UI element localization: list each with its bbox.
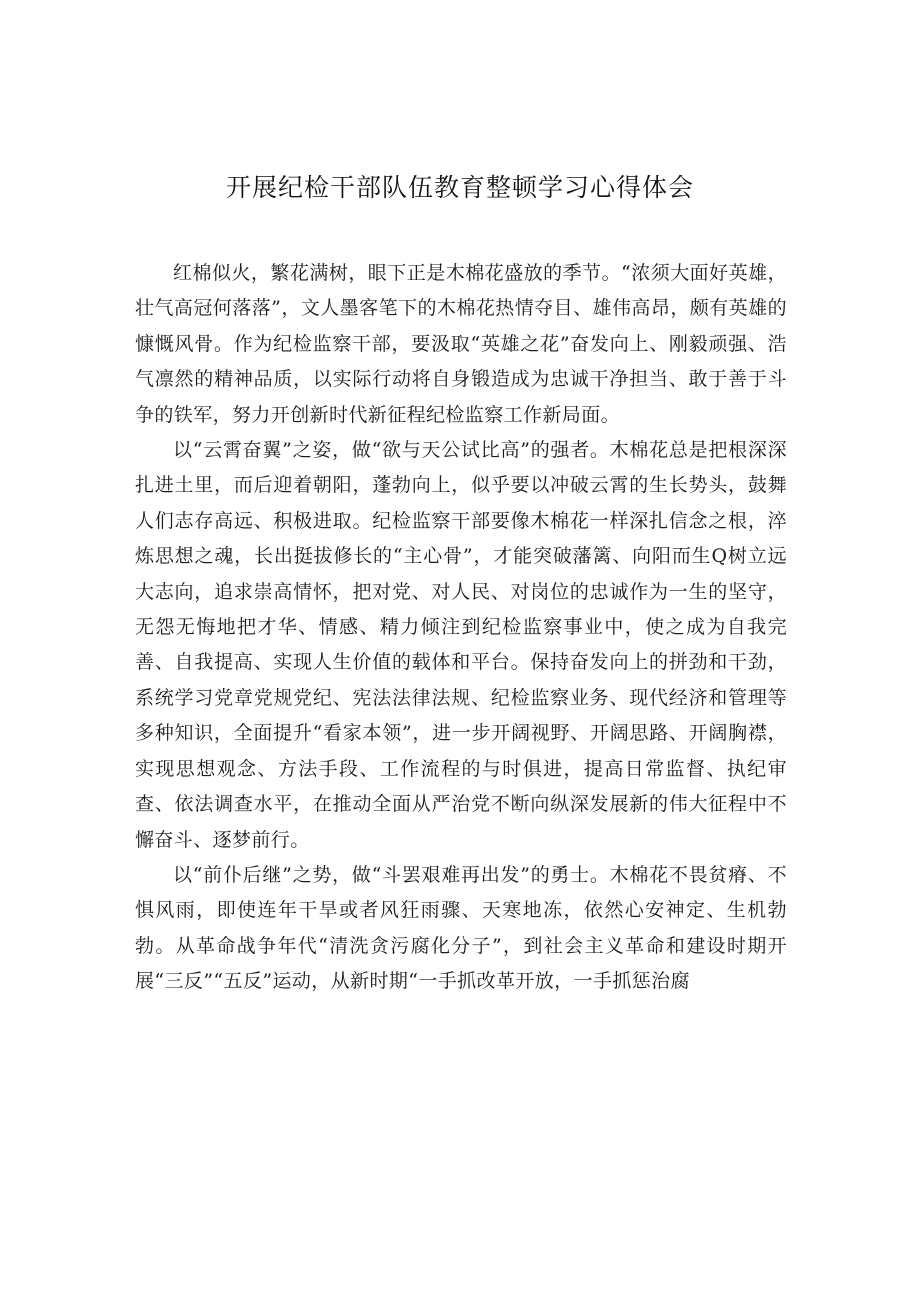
- paragraph-2: 以“云霄奋翼”之姿，做“欲与天公试比高”的强者。木棉花总是把根深深扎进土里，而后迎着朝阳，蓬勃向上，似乎要以冲破云霄的生长势头，鼓舞人们志存高远、积极进取。纪检监察干部要像木棉花一样深扎信念之根，淬炼思想之魂，长出挺拔修长的“主心骨”，才能突破藩篱、向阳而生Q树立远大志向，追求崇高情怀，把对党、对人民、对岗位的忠诚作为一生的坚守，无怨无悔地把才华、情感、精力倾注到纪检监察事业中，使之成为自我完善、自我提高、实现人生价值的载体和平台。保持奋发向上的拼劲和干劲，系统学习党章党规党纪、宪法法律法规、纪检监察业务、现代经济和管理等多种知识，全面提升“看家本领”，进一步开阔视野、开阔思路、开阔胸襟，实现思想观念、方法手段、工作流程的与时俱进，提高日常监督、执纪审查、依法调查水平，在推动全面从严治党不断向纵深发展新的伟大征程中不懈奋斗、逐梦前行。: [135, 439, 787, 851]
- paragraph-1: 红棉似火，繁花满树，眼下正是木棉花盛放的季节。“浓须大面好英雄，壮气高冠何落落”，文人墨客笔下的木棉花热情夺目、雄伟高昂，颇有英雄的慷慨风骨。作为纪检监察干部，要汲取“英雄之花”奋发向上、刚毅顽强、浩气凛然的精神品质，以实际行动将自身锻造成为忠诚干净担当、敢于善于斗争的铁军，努力开创新时代新征程纪检监察工作新局面。: [135, 262, 787, 426]
- paragraph-3: 以“前仆后继”之势，做“斗罢艰难再出发”的勇士。木棉花不畏贫瘠、不惧风雨，即使连年干旱或者风狂雨骤、天寒地冻，依然心安神定、生机勃勃。从革命战争年代“清洗贪污腐化分子”，到社会主义革命和建设时期开展“三反”“五反”运动，从新时期“一手抓改革开放，一手抓惩治腐: [135, 863, 787, 993]
- document-title: 开展纪检干部队伍教育整顿学习心得体会: [225, 173, 694, 202]
- document-body: [135, 256, 787, 1000]
